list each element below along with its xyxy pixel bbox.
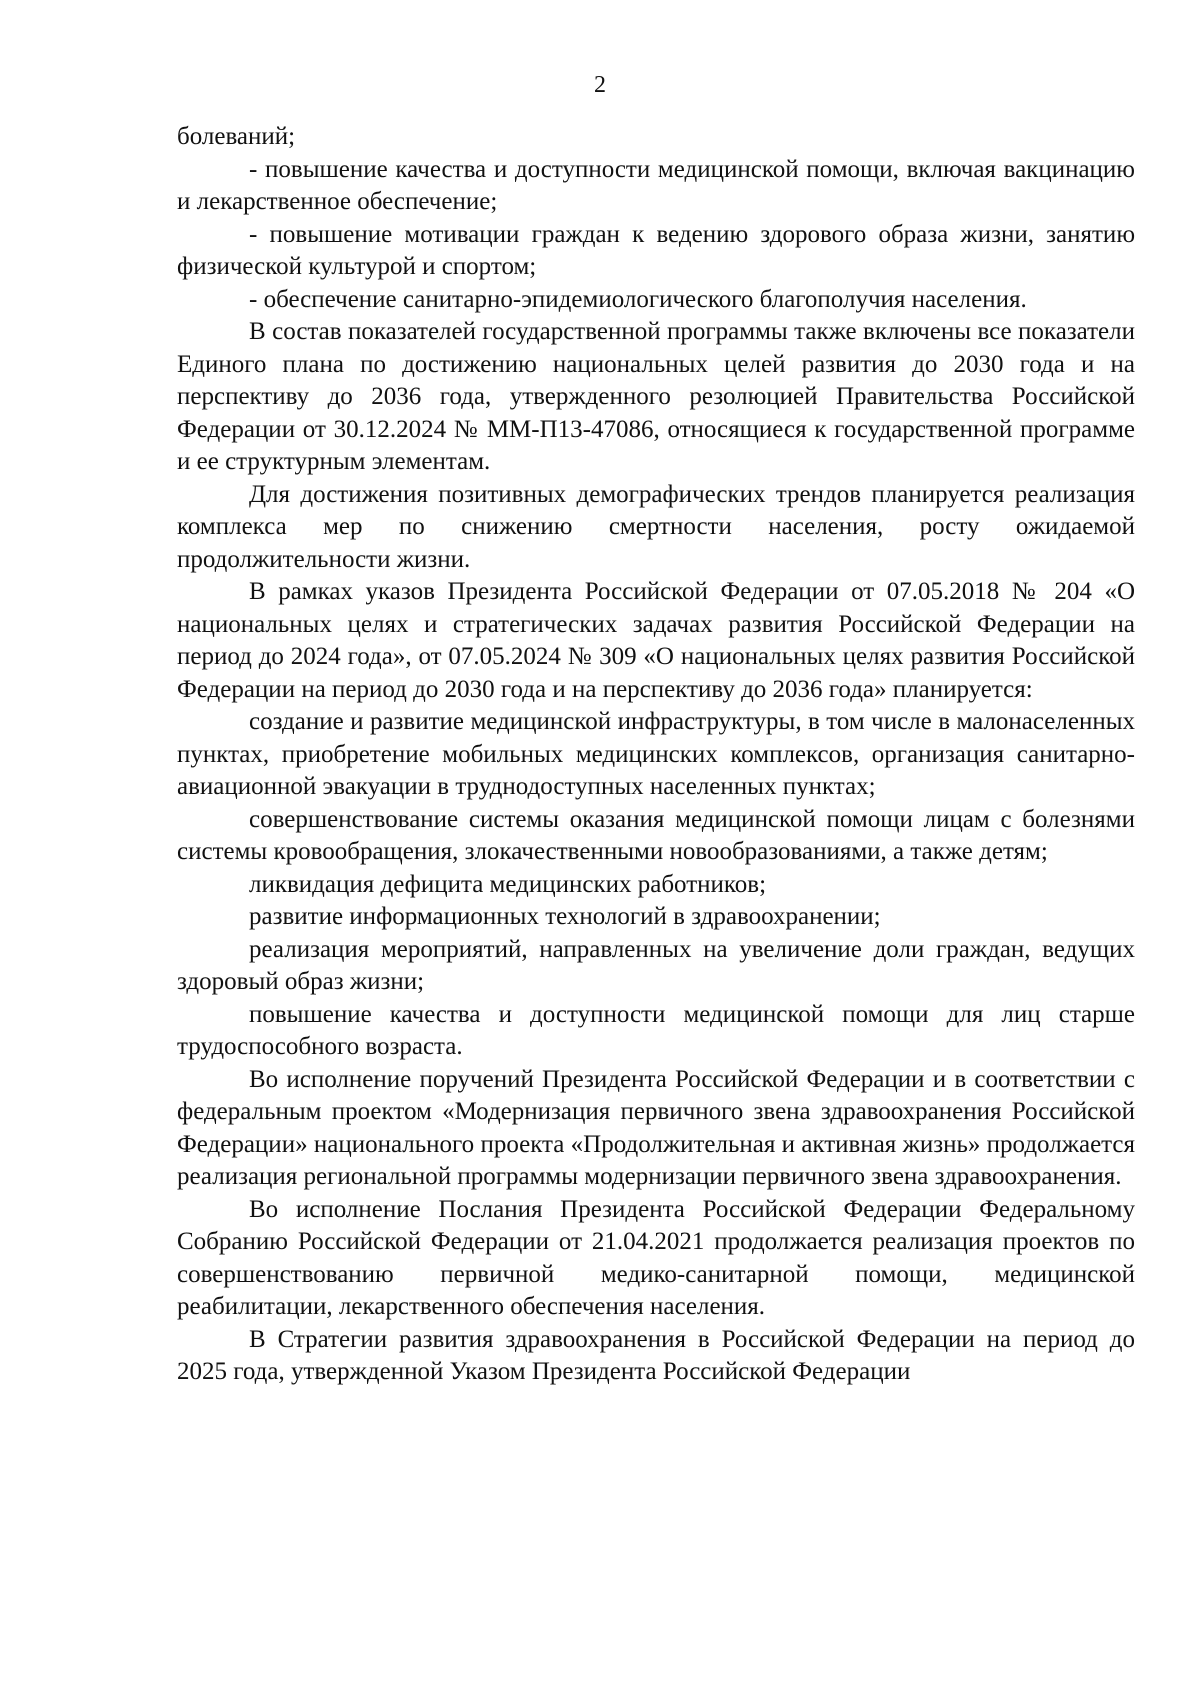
- paragraph: - повышение качества и доступности медицинской помощи, включая вакцинацию и лекарственное обеспечение;: [177, 155, 1135, 215]
- paragraph: Во исполнение поручений Президента Российской Федерации и в соответствии с федеральным проектом «Модернизация первичного звена здравоохранения Российской Федерации» национального проекта «Продолжительная и активная жизнь» продолжается реализация региональной программы модернизации первичного звена здравоохранения.: [177, 1065, 1135, 1190]
- paragraph: развитие информационных технологий в здравоохранении;: [249, 903, 881, 930]
- paragraph: В Стратегии развития здравоохранения в Российской Федерации на период до 2025 года, утвержденной Указом Президента Российской Федерации: [177, 1325, 1135, 1385]
- page-number: 2: [594, 72, 606, 98]
- paragraph: ликвидация дефицита медицинских работников;: [249, 870, 767, 898]
- paragraph: - обеспечение санитарно-эпидемиологического благополучия населения.: [249, 285, 1027, 313]
- paragraph: В рамках указов Президента Российской Федерации от 07.05.2018 № 204 «О национальных целях и стратегических задачах развития Российской Федерации на период до 2024 года», от 07.05.2024 № 309 «О национальных целях развития Российской Федерации на период до 2030 года и на перспективу до 2036 года» планируется:: [177, 578, 1135, 703]
- paragraph: - повышение мотивации граждан к ведению здорового образа жизни, занятию физической культурой и спортом;: [177, 220, 1135, 280]
- document-body: [177, 121, 1135, 1389]
- paragraph: реализация мероприятий, направленных на увеличение доли граждан, ведущих здоровый образ жизни;: [177, 935, 1135, 995]
- paragraph: Во исполнение Послания Президента Российской Федерации Федеральному Собранию Российской Федерации от 21.04.2021 продолжается реализация проектов по совершенствованию первичной медико-санитарной помощи, медицинской реабилитации, лекарственного обеспечения населения.: [177, 1195, 1135, 1320]
- paragraph: В состав показателей государственной программы также включены все показатели Единого плана по достижению национальных целей развития до 2030 года и на перспективу до 2036 года, утвержденного резолюцией Правительства Российской Федерации от 30.12.2024 № ММ-П13-47086, относящиеся к государственной программе и ее структурным элементам.: [177, 318, 1135, 475]
- paragraph-continuation: болеваний;: [177, 123, 296, 150]
- paragraph: Для достижения позитивных демографических трендов планируется реализация комплекса мер по снижению смертности населения, росту ожидаемой продолжительности жизни.: [177, 480, 1135, 573]
- paragraph: совершенствование системы оказания медицинской помощи лицам с болезнями системы кровообращения, злокачественными новообразованиями, а также детям;: [177, 805, 1135, 865]
- paragraph: создание и развитие медицинской инфраструктуры, в том числе в малонаселенных пунктах, приобретение мобильных медицинских комплексов, организация санитарно-авиационной эвакуации в труднодоступных населенных пунктах;: [177, 708, 1135, 800]
- paragraph: повышение качества и доступности медицинской помощи для лиц старше трудоспособного возраста.: [177, 1000, 1135, 1060]
